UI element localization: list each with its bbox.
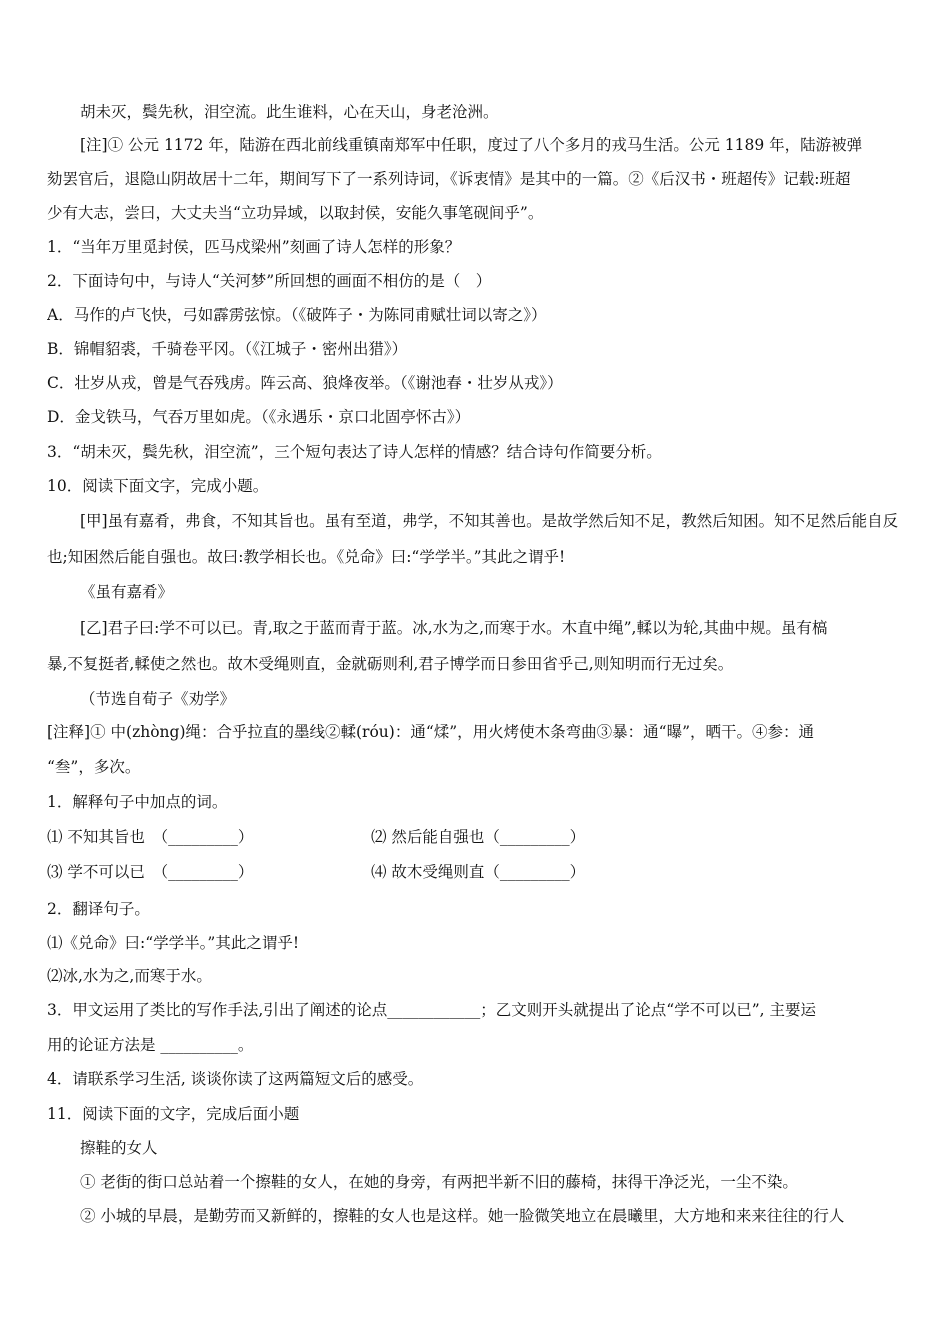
annotation-line: [注释]① 中(zhòng)绳：合乎拉直的墨线②輮(róu)：通“煣”，用火烤使木条弯曲③暴：通“曝”，晒干。④参：通 <box>47 723 815 741</box>
option-d: D．金戈铁马，气吞万里如虎。（《永遇乐・京口北固亭怀古》） <box>47 408 471 426</box>
option-a: A．马作的卢飞快，弓如霹雳弦惊。（《破阵子・为陈同甫赋壮词以寄之》） <box>47 306 547 324</box>
blank-item-3: ⑶ 学不可以已 （_________） <box>47 863 254 881</box>
translate-item-1: ⑴《兑命》曰:“学学半。”其此之谓乎! <box>47 934 300 952</box>
translate-item-2: ⑵冰,水为之,而寒于水。 <box>47 967 212 985</box>
blank-item-4: ⑷ 故木受绳则直（_________） <box>371 863 586 881</box>
question-line: 2．翻译句子。 <box>47 900 150 918</box>
passage-line: 也;知困然后能自强也。故曰:教学相长也。《兑命》曰:“学学半。”其此之谓乎! <box>47 548 566 566</box>
question-line: 2．下面诗句中，与诗人“关河梦”所回想的画面不相仿的是（ ） <box>47 272 492 290</box>
blank-item-1: ⑴ 不知其旨也 （_________） <box>47 828 254 846</box>
passage-title: 《虽有嘉肴》 <box>80 583 174 601</box>
passage-line: 暴,不复挺者,輮使之然也。故木受绳则直，金就砺则利,君子博学而日参田省乎己,则知明而行无过矣。 <box>47 655 734 673</box>
story-paragraph: ② 小城的早晨，是勤劳而又新鲜的，擦鞋的女人也是这样。她一脸微笑地立在晨曦里，大方地和来来往往的行人 <box>80 1207 845 1225</box>
question-line: 1．解释句子中加点的词。 <box>47 793 228 811</box>
option-c: C．壮岁从戎，曾是气吞残虏。阵云高、狼烽夜举。（《谢池春・壮岁从戎》） <box>47 374 563 392</box>
passage-line: [甲]虽有嘉肴，弗食，不知其旨也。虽有至道，弗学，不知其善也。是故学然后知不足，教然后知困。知不足然后能自反 <box>80 512 899 530</box>
blank-row <box>47 826 907 848</box>
note-line: 劾罢官后，退隐山阴故居十二年，期间写下了一系列诗词，《诉衷情》是其中的一篇。②《后汉书・班超传》记载:班超 <box>47 170 851 188</box>
option-b: B．锦帽貂裘，千骑卷平冈。（《江城子・密州出猎》） <box>47 340 408 358</box>
section-heading: 10．阅读下面文字，完成小题。 <box>47 477 269 495</box>
blank-row <box>47 861 907 883</box>
passage-line: [乙]君子曰:学不可以已。青,取之于蓝而青于蓝。冰,水为之,而寒于水。木直中绳”,輮以为轮,其曲中规。虽有槁 <box>80 619 828 637</box>
section-heading: 11．阅读下面的文字，完成后面小题 <box>47 1105 300 1123</box>
story-paragraph: ① 老街的街口总站着一个擦鞋的女人，在她的身旁，有两把半新不旧的藤椅，抹得干净泛光，一尘不染。 <box>80 1173 798 1191</box>
question-line: 3．“胡未灭，鬓先秋，泪空流”，三个短句表达了诗人怎样的情感？结合诗句作简要分析。 <box>47 443 662 461</box>
blank-item-2: ⑵ 然后能自强也（_________） <box>371 828 586 846</box>
note-line: 少有大志，尝曰，大丈夫当“立功异域，以取封侯，安能久事笔砚间乎”。 <box>47 204 544 222</box>
question-line: 1．“当年万里觅封侯，匹马戍梁州”刻画了诗人怎样的形象？ <box>47 238 461 256</box>
poem-line: 胡未灭，鬓先秋，泪空流。此生谁料，心在天山，身老沧洲。 <box>80 103 499 121</box>
question-line: 用的论证方法是 __________。 <box>47 1036 254 1054</box>
note-line: [注]① 公元 1172 年，陆游在西北前线重镇南郑军中任职，度过了八个多月的戎马生活。公元 1189 年，陆游被弹 <box>80 136 863 154</box>
question-line: 4．请联系学习生活, 谈谈你读了这两篇短文后的感受。 <box>47 1070 424 1088</box>
annotation-line: “叁”，多次。 <box>47 758 141 776</box>
story-title: 擦鞋的女人 <box>80 1139 158 1157</box>
source-line: （节选自荀子《劝学》 <box>80 690 236 708</box>
question-line: 3．甲文运用了类比的写作手法,引出了阐述的论点____________；乙文则开头就提出了论点“学不可以已”, 主要运 <box>47 1001 816 1019</box>
